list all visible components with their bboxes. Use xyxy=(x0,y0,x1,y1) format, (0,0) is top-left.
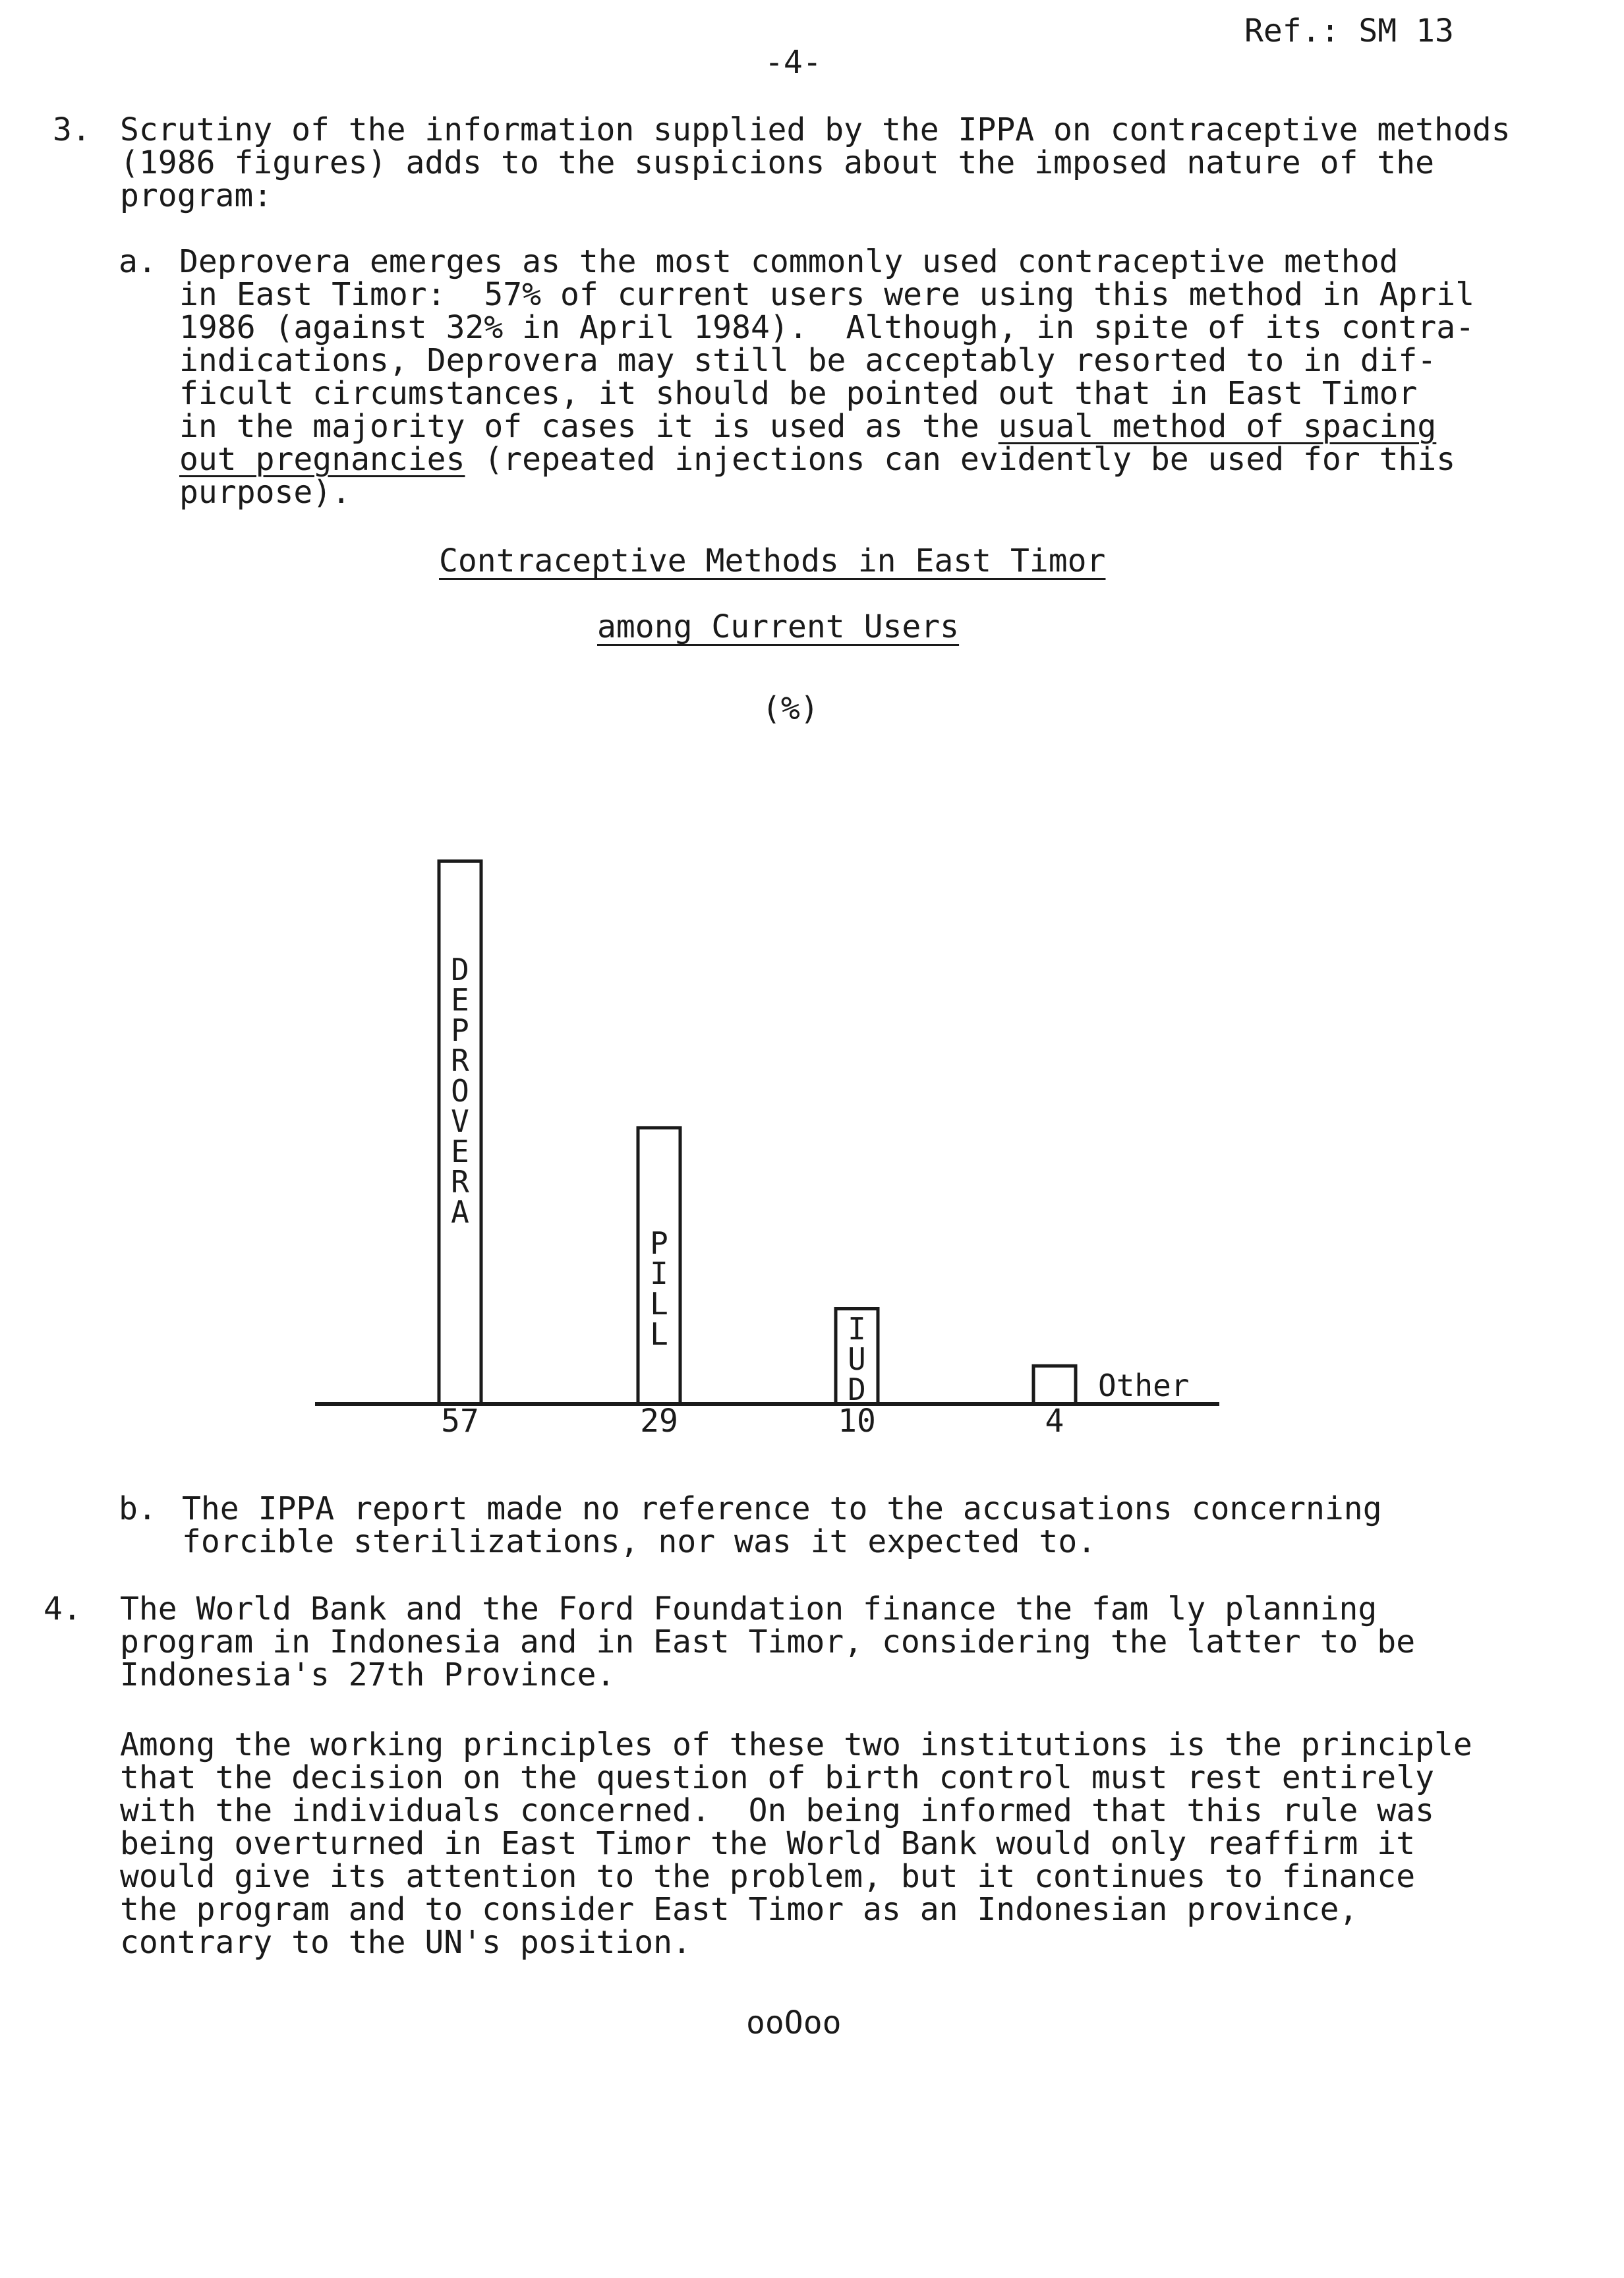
text-segment: (repeated injections can evidently be used for this xyxy=(465,441,1456,478)
value-label: 4 xyxy=(1045,1403,1064,1440)
bar-letter: D xyxy=(848,1372,866,1407)
bar-letter: L xyxy=(650,1316,668,1352)
section-4-paragraph-2 xyxy=(120,1728,1472,1959)
value-label: 29 xyxy=(640,1403,678,1440)
text-line: with the individuals concerned. On being informed that this rule was xyxy=(120,1792,1434,1829)
underlined-phrase: usual method of spacing xyxy=(998,408,1437,445)
text-line: Scrutiny of the information supplied by the IPPA on contraceptive methods xyxy=(120,111,1511,148)
text-line: purpose). xyxy=(179,474,351,511)
text-line: indications, Deprovera may still be acceptably resorted to in dif- xyxy=(179,342,1437,379)
text-line: Indonesia's 27th Province. xyxy=(120,1656,616,1693)
bar-letter: I xyxy=(848,1311,866,1347)
text-line: program in Indonesia and in East Timor, considering the latter to be xyxy=(120,1623,1416,1660)
bar-letter: U xyxy=(848,1341,866,1377)
item-a-label: a. xyxy=(119,243,157,280)
text-line: in East Timor: 57% of current users were using this method in April xyxy=(179,276,1475,313)
section-4-paragraph xyxy=(120,1592,1415,1691)
bar-letter: R xyxy=(451,1043,469,1078)
text-line: 1986 (against 32% in April 1984). Although, in spite of its contra- xyxy=(179,309,1475,346)
text-line: forcible sterilizations, nor was it expected to. xyxy=(182,1523,1097,1560)
end-mark: ooOoo xyxy=(746,2004,842,2041)
text-line: (1986 figures) adds to the suspicions about the imposed nature of the xyxy=(120,144,1434,181)
text-line: The World Bank and the Ford Foundation finance the fam ly planning xyxy=(120,1591,1378,1627)
text-line: Deprovera emerges as the most commonly used contraceptive method xyxy=(179,243,1399,280)
text-line: being overturned in East Timor the World Bank would only reaffirm it xyxy=(120,1825,1416,1862)
value-label: 10 xyxy=(838,1403,876,1440)
chart-subtitle: among Current Users xyxy=(597,608,960,645)
section-3-number: 3. xyxy=(53,111,91,148)
chart-unit: (%) xyxy=(762,690,819,727)
text-line: would give its attention to the problem, but it continues to finance xyxy=(120,1858,1416,1895)
bar-letter: O xyxy=(451,1073,469,1109)
bar-letter: E xyxy=(451,1134,469,1169)
item-b-paragraph xyxy=(182,1492,1382,1558)
bar-letter: V xyxy=(451,1103,469,1139)
bar-other xyxy=(1033,1366,1076,1404)
text-line: that the decision on the question of birth control must rest entirely xyxy=(120,1759,1434,1796)
bar-letter: I xyxy=(650,1256,668,1291)
bar-letter: P xyxy=(451,1012,469,1048)
text-line: Among the working principles of these two institutions is the principle xyxy=(120,1726,1472,1763)
text-line: The IPPA report made no reference to the accusations concerning xyxy=(182,1490,1382,1527)
underlined-phrase: out pregnancies xyxy=(179,441,465,478)
bar-letter: P xyxy=(650,1225,668,1261)
page-number: -4- xyxy=(765,44,822,81)
chart-marks xyxy=(315,861,1219,1440)
chart-title: Contraceptive Methods in East Timor xyxy=(439,542,1106,579)
value-label: 57 xyxy=(441,1403,479,1440)
text-line: the program and to consider East Timor as an Indonesian province, xyxy=(120,1891,1358,1928)
bar-letter: R xyxy=(451,1164,469,1200)
bar-letter: E xyxy=(451,982,469,1018)
section-4-number: 4. xyxy=(44,1591,82,1627)
reference-code: Ref.: SM 13 xyxy=(1244,13,1454,49)
text-line: program: xyxy=(120,177,273,214)
bar-letter: D xyxy=(451,952,469,987)
item-b-label: b. xyxy=(119,1490,157,1527)
bar-letter: A xyxy=(451,1194,469,1230)
text-line: contrary to the UN's position. xyxy=(120,1924,691,1961)
text-segment: in the majority of cases it is used as the xyxy=(179,408,999,445)
category-label-other: Other xyxy=(1098,1368,1190,1403)
bar-letter: L xyxy=(650,1286,668,1322)
text-line: ficult circumstances, it should be pointed out that in East Timor xyxy=(179,375,1418,412)
